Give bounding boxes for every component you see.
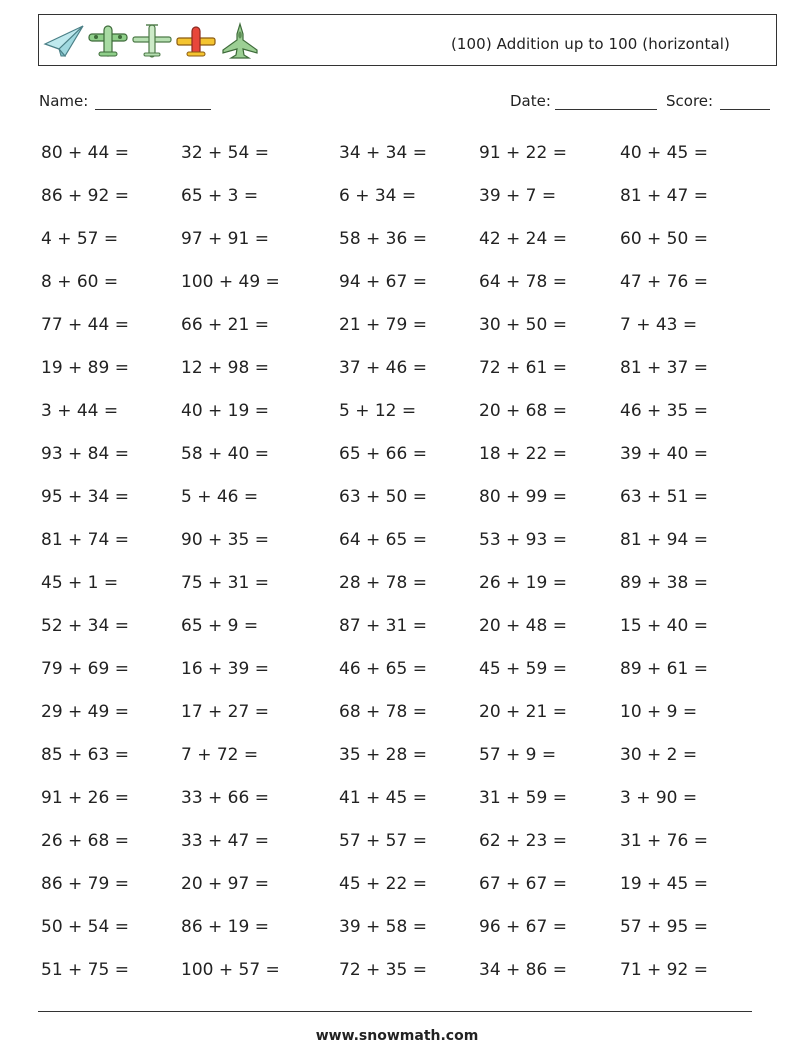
- addition-problem: 81 + 47 =: [620, 186, 708, 206]
- problem-grid: [41, 143, 761, 1003]
- addition-problem: 72 + 35 =: [339, 960, 427, 980]
- addition-problem: 34 + 34 =: [339, 143, 427, 163]
- problem-row: [41, 874, 761, 917]
- red-plane-icon: [175, 22, 217, 60]
- addition-problem: 20 + 21 =: [479, 702, 567, 722]
- addition-problem: 95 + 34 =: [41, 487, 129, 507]
- addition-problem: 96 + 67 =: [479, 917, 567, 937]
- addition-problem: 30 + 2 =: [620, 745, 698, 765]
- addition-problem: 100 + 49 =: [181, 272, 280, 292]
- addition-problem: 8 + 60 =: [41, 272, 119, 292]
- addition-problem: 81 + 74 =: [41, 530, 129, 550]
- addition-problem: 19 + 45 =: [620, 874, 708, 894]
- addition-problem: 20 + 68 =: [479, 401, 567, 421]
- addition-problem: 45 + 22 =: [339, 874, 427, 894]
- addition-problem: 3 + 90 =: [620, 788, 698, 808]
- addition-problem: 10 + 9 =: [620, 702, 698, 722]
- addition-problem: 58 + 40 =: [181, 444, 269, 464]
- addition-problem: 77 + 44 =: [41, 315, 129, 335]
- addition-problem: 57 + 9 =: [479, 745, 557, 765]
- addition-problem: 86 + 79 =: [41, 874, 129, 894]
- addition-problem: 18 + 22 =: [479, 444, 567, 464]
- addition-problem: 53 + 93 =: [479, 530, 567, 550]
- jet-fighter-icon: [219, 22, 261, 60]
- addition-problem: 80 + 44 =: [41, 143, 129, 163]
- problem-row: [41, 358, 761, 401]
- addition-problem: 75 + 31 =: [181, 573, 269, 593]
- addition-problem: 33 + 47 =: [181, 831, 269, 851]
- addition-problem: 39 + 40 =: [620, 444, 708, 464]
- addition-problem: 45 + 59 =: [479, 659, 567, 679]
- header-icons: [43, 21, 261, 61]
- score-blank[interactable]: [720, 109, 770, 110]
- addition-problem: 12 + 98 =: [181, 358, 269, 378]
- addition-problem: 86 + 92 =: [41, 186, 129, 206]
- addition-problem: 46 + 35 =: [620, 401, 708, 421]
- addition-problem: 94 + 67 =: [339, 272, 427, 292]
- propeller-plane-icon: [87, 22, 129, 60]
- addition-problem: 21 + 79 =: [339, 315, 427, 335]
- addition-problem: 5 + 12 =: [339, 401, 417, 421]
- problem-row: [41, 143, 761, 186]
- addition-problem: 16 + 39 =: [181, 659, 269, 679]
- addition-problem: 90 + 35 =: [181, 530, 269, 550]
- problem-row: [41, 229, 761, 272]
- problem-row: [41, 444, 761, 487]
- addition-problem: 85 + 63 =: [41, 745, 129, 765]
- addition-problem: 65 + 66 =: [339, 444, 427, 464]
- addition-problem: 31 + 76 =: [620, 831, 708, 851]
- addition-problem: 89 + 38 =: [620, 573, 708, 593]
- addition-problem: 65 + 3 =: [181, 186, 259, 206]
- addition-problem: 47 + 76 =: [620, 272, 708, 292]
- addition-problem: 15 + 40 =: [620, 616, 708, 636]
- problem-row: [41, 831, 761, 874]
- addition-problem: 91 + 22 =: [479, 143, 567, 163]
- addition-problem: 68 + 78 =: [339, 702, 427, 722]
- score-label: Score:: [666, 92, 714, 110]
- problem-row: [41, 616, 761, 659]
- addition-problem: 4 + 57 =: [41, 229, 119, 249]
- addition-problem: 29 + 49 =: [41, 702, 129, 722]
- addition-problem: 40 + 19 =: [181, 401, 269, 421]
- addition-problem: 28 + 78 =: [339, 573, 427, 593]
- addition-problem: 52 + 34 =: [41, 616, 129, 636]
- problem-row: [41, 272, 761, 315]
- addition-problem: 100 + 57 =: [181, 960, 280, 980]
- addition-problem: 91 + 26 =: [41, 788, 129, 808]
- addition-problem: 86 + 19 =: [181, 917, 269, 937]
- addition-problem: 65 + 9 =: [181, 616, 259, 636]
- addition-problem: 67 + 67 =: [479, 874, 567, 894]
- addition-problem: 64 + 65 =: [339, 530, 427, 550]
- paper-plane-icon: [43, 22, 85, 60]
- addition-problem: 45 + 1 =: [41, 573, 119, 593]
- addition-problem: 58 + 36 =: [339, 229, 427, 249]
- small-plane-icon: [131, 22, 173, 60]
- addition-problem: 63 + 50 =: [339, 487, 427, 507]
- addition-problem: 40 + 45 =: [620, 143, 708, 163]
- addition-problem: 79 + 69 =: [41, 659, 129, 679]
- addition-problem: 50 + 54 =: [41, 917, 129, 937]
- date-blank[interactable]: [555, 109, 657, 110]
- addition-problem: 33 + 66 =: [181, 788, 269, 808]
- student-info-row: [39, 92, 771, 114]
- addition-problem: 35 + 28 =: [339, 745, 427, 765]
- worksheet-title: (100) Addition up to 100 (horizontal): [450, 35, 730, 53]
- problem-row: [41, 573, 761, 616]
- problem-row: [41, 788, 761, 831]
- addition-problem: 7 + 43 =: [620, 315, 698, 335]
- problem-row: [41, 530, 761, 573]
- problem-row: [41, 960, 761, 1003]
- addition-problem: 51 + 75 =: [41, 960, 129, 980]
- addition-problem: 72 + 61 =: [479, 358, 567, 378]
- addition-problem: 7 + 72 =: [181, 745, 259, 765]
- addition-problem: 97 + 91 =: [181, 229, 269, 249]
- addition-problem: 71 + 92 =: [620, 960, 708, 980]
- addition-problem: 17 + 27 =: [181, 702, 269, 722]
- addition-problem: 41 + 45 =: [339, 788, 427, 808]
- addition-problem: 20 + 48 =: [479, 616, 567, 636]
- addition-problem: 26 + 19 =: [479, 573, 567, 593]
- addition-problem: 39 + 7 =: [479, 186, 557, 206]
- addition-problem: 37 + 46 =: [339, 358, 427, 378]
- addition-problem: 63 + 51 =: [620, 487, 708, 507]
- addition-problem: 5 + 46 =: [181, 487, 259, 507]
- problem-row: [41, 186, 761, 229]
- addition-problem: 57 + 57 =: [339, 831, 427, 851]
- addition-problem: 80 + 99 =: [479, 487, 567, 507]
- problem-row: [41, 702, 761, 745]
- addition-problem: 6 + 34 =: [339, 186, 417, 206]
- date-label: Date:: [510, 92, 551, 110]
- addition-problem: 20 + 97 =: [181, 874, 269, 894]
- footer-url[interactable]: www.snowmath.com: [315, 1028, 479, 1044]
- problem-row: [41, 315, 761, 358]
- problem-row: [41, 659, 761, 702]
- problem-row: [41, 401, 761, 444]
- problem-row: [41, 745, 761, 788]
- addition-problem: 89 + 61 =: [620, 659, 708, 679]
- addition-problem: 62 + 23 =: [479, 831, 567, 851]
- addition-problem: 26 + 68 =: [41, 831, 129, 851]
- addition-problem: 34 + 86 =: [479, 960, 567, 980]
- footer-divider: [38, 1011, 752, 1012]
- addition-problem: 60 + 50 =: [620, 229, 708, 249]
- addition-problem: 81 + 37 =: [620, 358, 708, 378]
- addition-problem: 46 + 65 =: [339, 659, 427, 679]
- addition-problem: 30 + 50 =: [479, 315, 567, 335]
- problem-row: [41, 487, 761, 530]
- addition-problem: 3 + 44 =: [41, 401, 119, 421]
- problem-row: [41, 917, 761, 960]
- addition-problem: 39 + 58 =: [339, 917, 427, 937]
- addition-problem: 93 + 84 =: [41, 444, 129, 464]
- addition-problem: 64 + 78 =: [479, 272, 567, 292]
- worksheet-header: [38, 14, 777, 66]
- addition-problem: 57 + 95 =: [620, 917, 708, 937]
- addition-problem: 31 + 59 =: [479, 788, 567, 808]
- addition-problem: 66 + 21 =: [181, 315, 269, 335]
- addition-problem: 42 + 24 =: [479, 229, 567, 249]
- addition-problem: 87 + 31 =: [339, 616, 427, 636]
- name-label: Name:: [39, 92, 89, 110]
- name-blank[interactable]: [95, 109, 211, 110]
- addition-problem: 19 + 89 =: [41, 358, 129, 378]
- addition-problem: 81 + 94 =: [620, 530, 708, 550]
- addition-problem: 32 + 54 =: [181, 143, 269, 163]
